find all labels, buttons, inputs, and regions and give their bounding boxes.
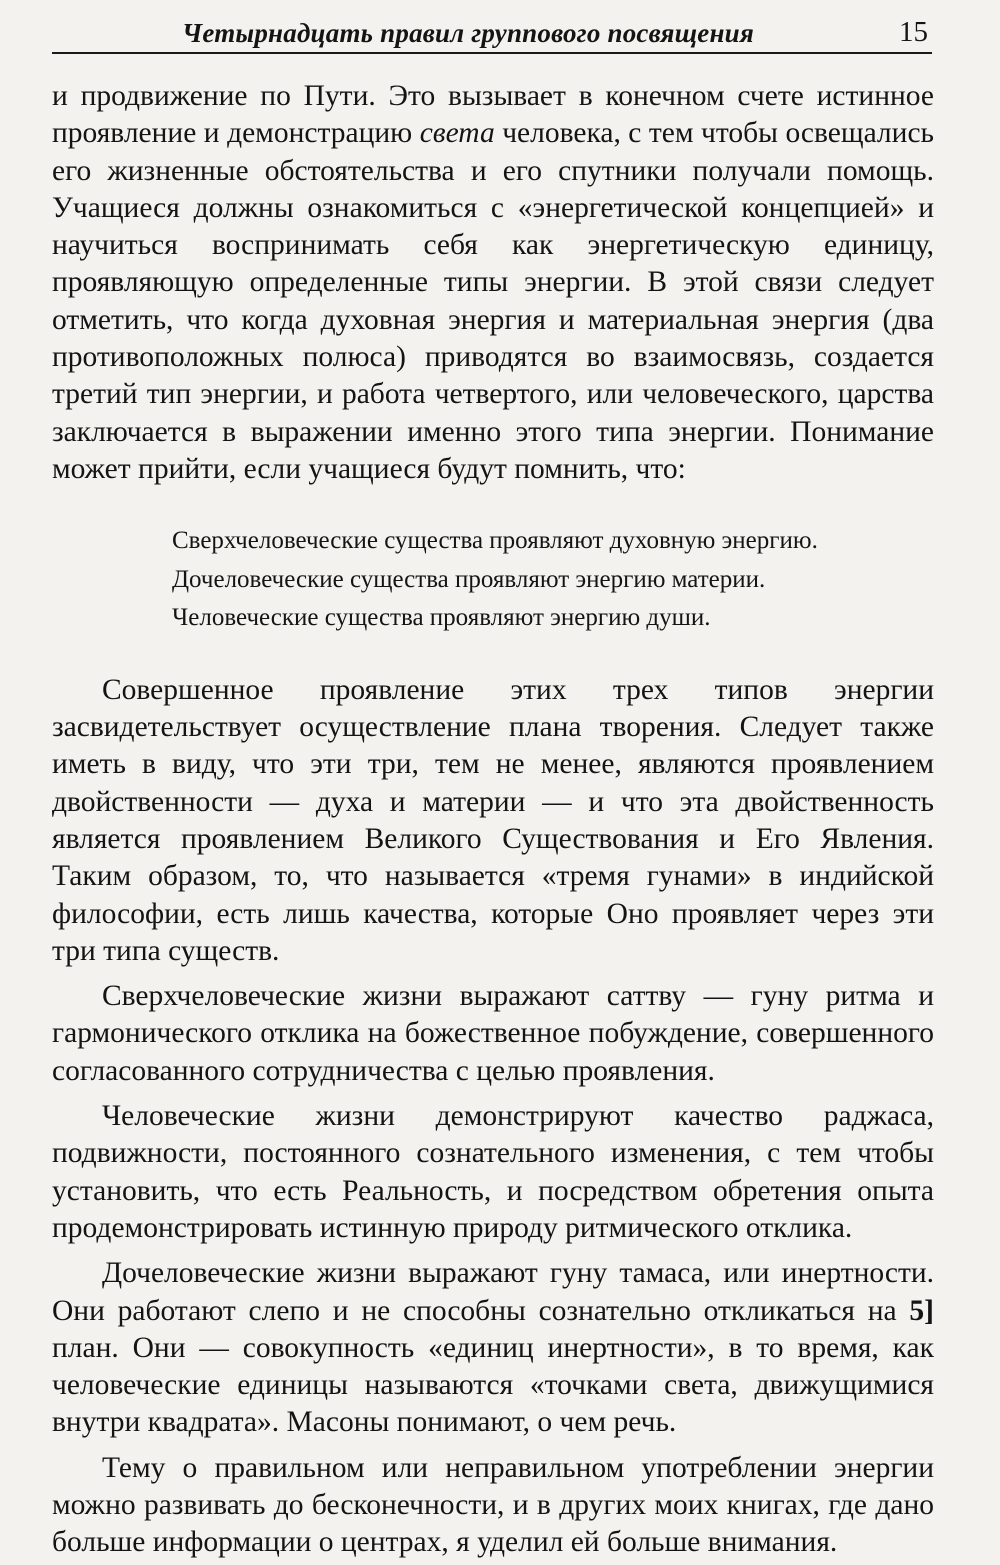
quote-block [172,522,934,638]
body-text [52,78,934,1562]
running-title: Четырнадцать правил группового посвящения [182,18,755,48]
paragraph-2: Совершенное проявление этих трех типов энергии засвидетельствует осуществление плана творения. Следует также иметь в виду, что эти три, тем не менее, являются проявлением двойственности — духа и материи — и что эта двойственность является проявлением Великого Существования и Его Явления. Таким образом, то, что называется «тремя гунами» в индийской философии, есть лишь качества, которые Оно проявляет через эти три типа существ. [52,673,934,967]
paragraph-5-rest: план. Они — совокупность «единиц инертности», в то время, как человеческие единицы называются «точками света, движущимися внутри квадрата». Масоны понимают, о чем речь. [52,1331,934,1439]
quote-line: Человеческие существа проявляют энергию души. [172,604,711,632]
quote-line: Сверхчеловеческие существа проявляют духовную энергию. [172,527,818,555]
paragraph-1 [52,78,934,488]
paragraph-1-text: и продвижение по Пути. Это вызывает в конечном счете истинное проявление и демонстрацию [52,80,934,150]
page-marker: 5] [909,1294,934,1327]
emphasis-light: света [419,117,495,150]
quote-line: Дочеловеческие существа проявляют энергию материи. [172,565,766,593]
paragraph-5-text: Дочеловеческие жизни выражают гуну тамаса, или инертности. Они работают слепо и не способны сознательно откликаться на [52,1257,934,1327]
paragraph-1-rest: человека, с тем чтобы освещались его жизненные обстоятельства и его спутники получали помощь. Учащиеся должны ознакомиться с «энергетической концепцией» и научиться воспринимать себя как энергетическую единицу, проявляющую определенные типы энергии. В этой связи следует отметить, что когда духовная энергия и материальная энергия (два противоположных полюса) приводятся во взаимосвязь, создается третий тип энергии, и работа четвертого, или человеческого, царства заключается в выражении именно этого типа энергии. Понимание может прийти, если учащиеся будут помнить, что: [52,117,934,485]
running-header [52,12,932,54]
paragraph-6: Тему о правильном или неправильном употреблении энергии можно развивать до бесконечности, и в других моих книгах, где дано больше информации о центрах, я уделил ей больше внимания. [52,1451,934,1559]
paragraph-3: Сверхчеловеческие жизни выражают саттву — гуну ритма и гармонического отклика на божественное побуждение, совершенного согласованного сотрудничества с целью проявления. [52,980,934,1087]
paragraph-4: Человеческие жизни демонстрируют качество раджаса, подвижности, постоянного сознательного изменения, с тем чтобы установить, что есть Реальность, и посредством обретения опыта продемонстрировать истинную природу ритмического отклика. [52,1100,934,1244]
page-number: 15 [899,16,928,48]
paragraph-5 [52,1255,934,1441]
